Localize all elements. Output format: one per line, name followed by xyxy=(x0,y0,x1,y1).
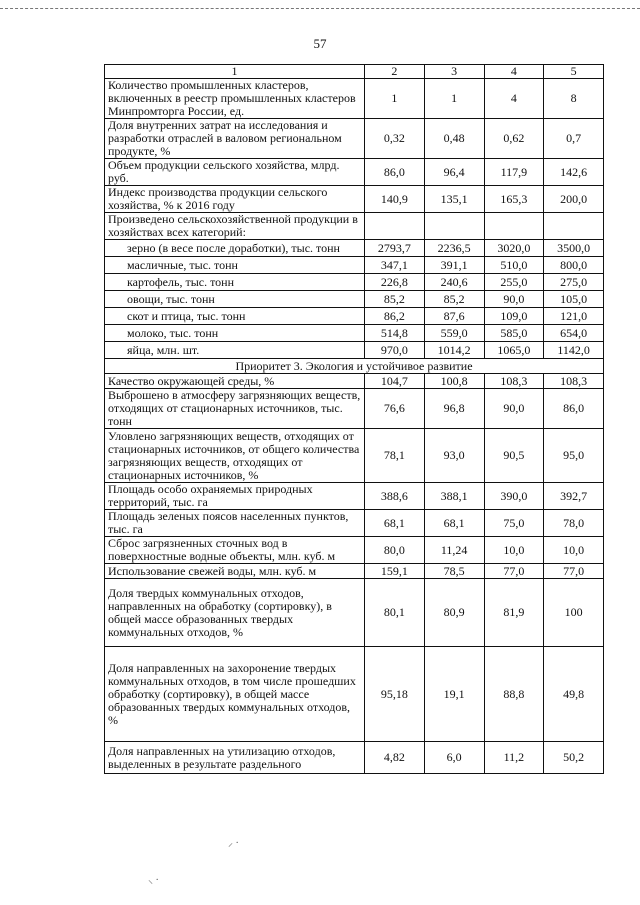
value-cell: 93,0 xyxy=(424,429,484,483)
value-cell: 85,2 xyxy=(424,291,484,308)
value-cell: 81,9 xyxy=(484,579,544,647)
value-cell: 78,5 xyxy=(424,564,484,579)
row-label: скот и птица, тыс. тонн xyxy=(105,308,365,325)
table-row xyxy=(105,240,604,257)
value-cell xyxy=(365,213,425,240)
value-cell: 80,0 xyxy=(365,537,425,564)
value-cell: 240,6 xyxy=(424,274,484,291)
value-cell: 78,1 xyxy=(365,429,425,483)
row-label: Индекс производства продукции сельского хозяйства, % к 2016 году xyxy=(105,186,365,213)
value-cell: 347,1 xyxy=(365,257,425,274)
column-header: 1 xyxy=(105,65,365,79)
table-row xyxy=(105,510,604,537)
value-cell: 10,0 xyxy=(484,537,544,564)
value-cell: 255,0 xyxy=(484,274,544,291)
value-cell: 77,0 xyxy=(544,564,604,579)
value-cell: 1065,0 xyxy=(484,342,544,359)
table-row xyxy=(105,79,604,119)
row-label: молоко, тыс. тонн xyxy=(105,325,365,342)
table-row xyxy=(105,119,604,159)
column-header: 4 xyxy=(484,65,544,79)
value-cell xyxy=(544,213,604,240)
value-cell: 585,0 xyxy=(484,325,544,342)
value-cell: 78,0 xyxy=(544,510,604,537)
table-row xyxy=(105,742,604,774)
value-cell: 105,0 xyxy=(544,291,604,308)
value-cell: 108,3 xyxy=(484,374,544,389)
section-row xyxy=(105,359,604,374)
value-cell: 109,0 xyxy=(484,308,544,325)
value-cell: 165,3 xyxy=(484,186,544,213)
value-cell: 970,0 xyxy=(365,342,425,359)
scan-mark: ⸜ · xyxy=(148,875,159,886)
value-cell: 50,2 xyxy=(544,742,604,774)
value-cell: 11,2 xyxy=(484,742,544,774)
value-cell: 142,6 xyxy=(544,159,604,186)
value-cell: 80,1 xyxy=(365,579,425,647)
row-label: Использование свежей воды, млн. куб. м xyxy=(105,564,365,579)
table-row xyxy=(105,564,604,579)
value-cell: 80,9 xyxy=(424,579,484,647)
row-label: яйца, млн. шт. xyxy=(105,342,365,359)
row-label: масличные, тыс. тонн xyxy=(105,257,365,274)
table-row xyxy=(105,274,604,291)
value-cell: 86,2 xyxy=(365,308,425,325)
value-cell: 388,6 xyxy=(365,483,425,510)
value-cell: 86,0 xyxy=(365,159,425,186)
value-cell: 49,8 xyxy=(544,647,604,742)
table-row xyxy=(105,159,604,186)
value-cell: 159,1 xyxy=(365,564,425,579)
row-label: Доля направленных на утилизацию отходов, выделенных в результате раздельного xyxy=(105,742,365,774)
value-cell: 8 xyxy=(544,79,604,119)
value-cell: 391,1 xyxy=(424,257,484,274)
value-cell: 2793,7 xyxy=(365,240,425,257)
table-row xyxy=(105,308,604,325)
row-label: зерно (в весе после доработки), тыс. тонн xyxy=(105,240,365,257)
value-cell: 654,0 xyxy=(544,325,604,342)
value-cell xyxy=(484,213,544,240)
row-label: картофель, тыс. тонн xyxy=(105,274,365,291)
value-cell: 510,0 xyxy=(484,257,544,274)
value-cell: 10,0 xyxy=(544,537,604,564)
value-cell: 90,0 xyxy=(484,389,544,429)
row-label: Объем продукции сельского хозяйства, млрд. руб. xyxy=(105,159,365,186)
value-cell: 514,8 xyxy=(365,325,425,342)
table-row xyxy=(105,483,604,510)
table-row xyxy=(105,186,604,213)
table-row xyxy=(105,257,604,274)
table-row xyxy=(105,579,604,647)
value-cell: 0,48 xyxy=(424,119,484,159)
section-title: Приоритет 3. Экология и устойчивое развитие xyxy=(105,359,604,374)
value-cell: 0,7 xyxy=(544,119,604,159)
column-header: 3 xyxy=(424,65,484,79)
data-table xyxy=(104,64,604,774)
value-cell xyxy=(424,213,484,240)
value-cell: 226,8 xyxy=(365,274,425,291)
value-cell: 95,18 xyxy=(365,647,425,742)
row-label: Качество окружающей среды, % xyxy=(105,374,365,389)
row-label: Выброшено в атмосферу загрязняющих веществ, отходящих от стационарных источников, тыс. тонн xyxy=(105,389,365,429)
value-cell: 96,4 xyxy=(424,159,484,186)
value-cell: 140,9 xyxy=(365,186,425,213)
row-label: Площадь зеленых поясов населенных пунктов, тыс. га xyxy=(105,510,365,537)
value-cell: 19,1 xyxy=(424,647,484,742)
table-row xyxy=(105,389,604,429)
top-edge-line xyxy=(0,8,640,9)
value-cell: 1014,2 xyxy=(424,342,484,359)
value-cell: 86,0 xyxy=(544,389,604,429)
value-cell: 77,0 xyxy=(484,564,544,579)
value-cell: 100,8 xyxy=(424,374,484,389)
row-label: Произведено сельскохозяйственной продукции в хозяйствах всех категорий: xyxy=(105,213,365,240)
row-label: Доля твердых коммунальных отходов, направленных на обработку (сортировку), в общей массе образованных твердых коммунальных отходов, % xyxy=(105,579,365,647)
value-cell: 96,8 xyxy=(424,389,484,429)
row-label: Доля направленных на захоронение твердых коммунальных отходов, в том числе прошедших обработку (сортировку), в общей массе образованных твердых коммунальных отходов, % xyxy=(105,647,365,742)
value-cell: 68,1 xyxy=(424,510,484,537)
value-cell: 200,0 xyxy=(544,186,604,213)
value-cell: 68,1 xyxy=(365,510,425,537)
value-cell: 2236,5 xyxy=(424,240,484,257)
row-label: Сброс загрязненных сточных вод в поверхностные водные объекты, млн. куб. м xyxy=(105,537,365,564)
value-cell: 559,0 xyxy=(424,325,484,342)
value-cell: 117,9 xyxy=(484,159,544,186)
value-cell: 800,0 xyxy=(544,257,604,274)
value-cell: 6,0 xyxy=(424,742,484,774)
value-cell: 90,0 xyxy=(484,291,544,308)
value-cell: 1142,0 xyxy=(544,342,604,359)
column-header: 5 xyxy=(544,65,604,79)
table-row xyxy=(105,325,604,342)
value-cell: 3020,0 xyxy=(484,240,544,257)
row-label: Количество промышленных кластеров, включенных в реестр промышленных кластеров Минпромторга России, ед. xyxy=(105,79,365,119)
value-cell: 104,7 xyxy=(365,374,425,389)
value-cell: 4 xyxy=(484,79,544,119)
table-row xyxy=(105,429,604,483)
value-cell: 1 xyxy=(424,79,484,119)
row-label: овощи, тыс. тонн xyxy=(105,291,365,308)
value-cell: 85,2 xyxy=(365,291,425,308)
value-cell: 76,6 xyxy=(365,389,425,429)
row-label: Площадь особо охраняемых природных территорий, тыс. га xyxy=(105,483,365,510)
value-cell: 4,82 xyxy=(365,742,425,774)
value-cell: 108,3 xyxy=(544,374,604,389)
value-cell: 275,0 xyxy=(544,274,604,291)
row-label: Уловлено загрязняющих веществ, отходящих от стационарных источников, от общего количества загрязняющих веществ, отходящих от стационарных источников, % xyxy=(105,429,365,483)
value-cell: 90,5 xyxy=(484,429,544,483)
value-cell: 100 xyxy=(544,579,604,647)
value-cell: 88,8 xyxy=(484,647,544,742)
header-row xyxy=(105,65,604,79)
table-row xyxy=(105,537,604,564)
table-row xyxy=(105,647,604,742)
value-cell: 95,0 xyxy=(544,429,604,483)
table-row xyxy=(105,213,604,240)
column-header: 2 xyxy=(365,65,425,79)
value-cell: 390,0 xyxy=(484,483,544,510)
value-cell: 388,1 xyxy=(424,483,484,510)
value-cell: 87,6 xyxy=(424,308,484,325)
table-row xyxy=(105,342,604,359)
table-row xyxy=(105,374,604,389)
value-cell: 135,1 xyxy=(424,186,484,213)
table-row xyxy=(105,291,604,308)
value-cell: 121,0 xyxy=(544,308,604,325)
value-cell: 0,62 xyxy=(484,119,544,159)
value-cell: 3500,0 xyxy=(544,240,604,257)
row-label: Доля внутренних затрат на исследования и разработки отраслей в валовом региональном продукте, % xyxy=(105,119,365,159)
page-number: 57 xyxy=(313,36,327,51)
scan-mark: ⸝ · xyxy=(228,838,239,849)
value-cell: 75,0 xyxy=(484,510,544,537)
value-cell: 11,24 xyxy=(424,537,484,564)
value-cell: 1 xyxy=(365,79,425,119)
value-cell: 0,32 xyxy=(365,119,425,159)
value-cell: 392,7 xyxy=(544,483,604,510)
